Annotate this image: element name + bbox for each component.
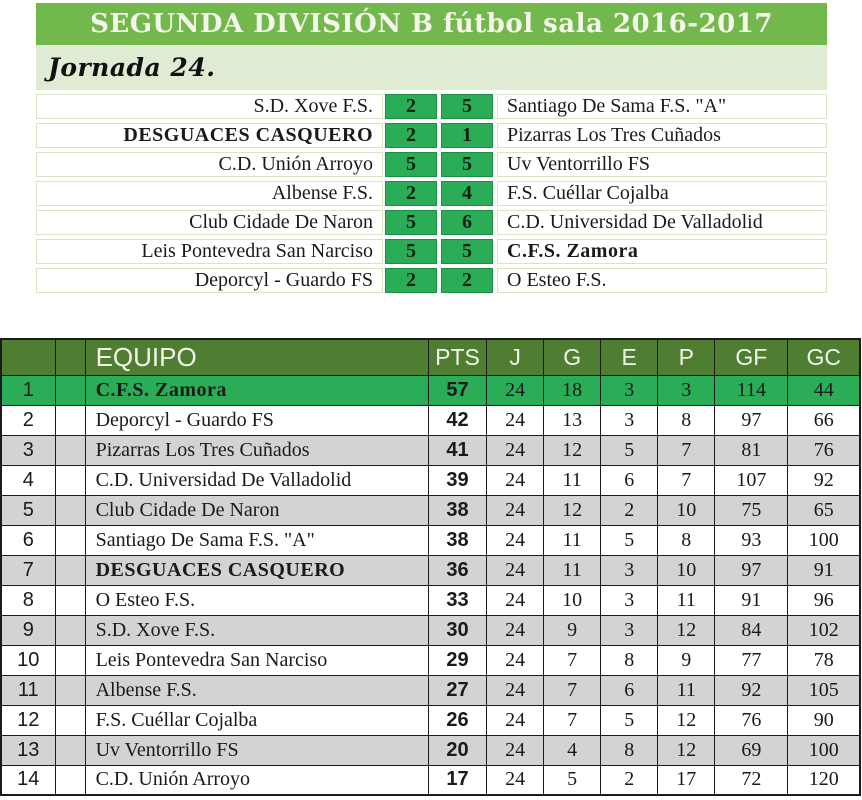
away-score-cell: 4 [441,181,493,206]
standings-panel [0,338,862,796]
wins-cell: 11 [544,525,601,555]
goals-for-cell: 97 [715,555,788,585]
standings-row [1,405,860,435]
col-header-g: G [544,339,601,375]
wins-cell: 4 [544,735,601,765]
goals-for-cell: 92 [715,675,788,705]
away-score-cell: 5 [441,152,493,177]
spacer-cell [55,375,85,405]
home-team-name: DESGUACES CASQUERO [36,123,383,148]
wins-cell: 7 [544,645,601,675]
league-title: SEGUNDA DIVISIÓN B fútbol sala 2016-2017 [90,9,773,39]
standings-header-row [1,339,860,375]
draws-cell: 3 [601,375,658,405]
team-name-cell: C.D. Universidad De Valladolid [85,465,428,495]
position-cell: 10 [1,645,55,675]
standings-row [1,435,860,465]
standings-row [1,495,860,525]
goals-against-cell: 105 [788,675,860,705]
col-header-pts: PTS [428,339,486,375]
wins-cell: 7 [544,675,601,705]
position-cell: 14 [1,765,55,795]
standings-table [0,338,861,796]
results-panel [36,3,827,297]
home-team-name: C.D. Unión Arroyo [36,152,383,177]
away-team-name: Pizarras Los Tres Cuñados [497,123,827,148]
standings-row [1,675,860,705]
col-header-equipo: EQUIPO [85,339,428,375]
standings-row [1,765,860,795]
col-header-gc: GC [788,339,860,375]
col-header-spacer [55,339,85,375]
col-header-gf: GF [715,339,788,375]
away-team-name: C.D. Universidad De Valladolid [497,210,827,235]
goals-against-cell: 76 [788,435,860,465]
standings-row [1,555,860,585]
col-header-position [1,339,55,375]
points-cell: 36 [428,555,486,585]
home-score-cell: 2 [385,181,437,206]
played-cell: 24 [487,615,544,645]
goals-for-cell: 97 [715,405,788,435]
match-row [36,268,827,293]
goals-for-cell: 114 [715,375,788,405]
away-team-name: O Esteo F.S. [497,268,827,293]
points-cell: 26 [428,705,486,735]
away-score-cell: 2 [441,268,493,293]
standings-row [1,645,860,675]
team-name-cell: Albense F.S. [85,675,428,705]
draws-cell: 3 [601,585,658,615]
standings-row [1,705,860,735]
team-name-cell: O Esteo F.S. [85,585,428,615]
team-name-cell: DESGUACES CASQUERO [85,555,428,585]
points-cell: 57 [428,375,486,405]
points-cell: 41 [428,435,486,465]
goals-against-cell: 66 [788,405,860,435]
away-team-name: F.S. Cuéllar Cojalba [497,181,827,206]
goals-against-cell: 90 [788,705,860,735]
played-cell: 24 [487,375,544,405]
losses-cell: 12 [658,615,715,645]
wins-cell: 7 [544,705,601,735]
match-row [36,94,827,119]
losses-cell: 10 [658,555,715,585]
losses-cell: 3 [658,375,715,405]
goals-for-cell: 84 [715,615,788,645]
home-score-cell: 2 [385,94,437,119]
played-cell: 24 [487,435,544,465]
points-cell: 33 [428,585,486,615]
jornada-label: Jornada 24. [48,53,216,82]
draws-cell: 6 [601,675,658,705]
spacer-cell [55,615,85,645]
played-cell: 24 [487,645,544,675]
home-team-name: Albense F.S. [36,181,383,206]
match-row [36,239,827,264]
losses-cell: 9 [658,645,715,675]
losses-cell: 7 [658,435,715,465]
team-name-cell: C.F.S. Zamora [85,375,428,405]
points-cell: 20 [428,735,486,765]
spacer-cell [55,675,85,705]
position-cell: 4 [1,465,55,495]
draws-cell: 3 [601,405,658,435]
goals-for-cell: 72 [715,765,788,795]
draws-cell: 2 [601,495,658,525]
spacer-cell [55,495,85,525]
played-cell: 24 [487,765,544,795]
losses-cell: 10 [658,495,715,525]
team-name-cell: Leis Pontevedra San Narciso [85,645,428,675]
points-cell: 38 [428,525,486,555]
wins-cell: 11 [544,555,601,585]
goals-for-cell: 76 [715,705,788,735]
played-cell: 24 [487,705,544,735]
away-team-name: Santiago De Sama F.S. "A" [497,94,827,119]
played-cell: 24 [487,555,544,585]
goals-against-cell: 120 [788,765,860,795]
goals-against-cell: 92 [788,465,860,495]
spacer-cell [55,705,85,735]
away-score-cell: 5 [441,239,493,264]
wins-cell: 13 [544,405,601,435]
position-cell: 9 [1,615,55,645]
played-cell: 24 [487,735,544,765]
draws-cell: 5 [601,435,658,465]
team-name-cell: Club Cidade De Naron [85,495,428,525]
standings-row [1,585,860,615]
points-cell: 39 [428,465,486,495]
points-cell: 29 [428,645,486,675]
home-score-cell: 5 [385,239,437,264]
home-score-cell: 2 [385,268,437,293]
played-cell: 24 [487,405,544,435]
position-cell: 5 [1,495,55,525]
goals-against-cell: 96 [788,585,860,615]
home-score-cell: 5 [385,152,437,177]
position-cell: 11 [1,675,55,705]
draws-cell: 2 [601,765,658,795]
position-cell: 1 [1,375,55,405]
away-team-name: C.F.S. Zamora [497,239,827,264]
standings-row [1,735,860,765]
match-row [36,181,827,206]
spacer-cell [55,465,85,495]
losses-cell: 8 [658,525,715,555]
away-score-cell: 5 [441,94,493,119]
points-cell: 27 [428,675,486,705]
losses-cell: 7 [658,465,715,495]
goals-for-cell: 77 [715,645,788,675]
col-header-e: E [601,339,658,375]
losses-cell: 11 [658,675,715,705]
goals-against-cell: 65 [788,495,860,525]
draws-cell: 5 [601,525,658,555]
points-cell: 30 [428,615,486,645]
goals-for-cell: 69 [715,735,788,765]
losses-cell: 11 [658,585,715,615]
jornada-bar [36,45,827,90]
spacer-cell [55,645,85,675]
away-score-cell: 1 [441,123,493,148]
goals-for-cell: 107 [715,465,788,495]
team-name-cell: Pizarras Los Tres Cuñados [85,435,428,465]
team-name-cell: C.D. Unión Arroyo [85,765,428,795]
standings-row [1,615,860,645]
draws-cell: 6 [601,465,658,495]
spacer-cell [55,405,85,435]
points-cell: 38 [428,495,486,525]
match-row [36,210,827,235]
played-cell: 24 [487,525,544,555]
col-header-j: J [487,339,544,375]
wins-cell: 12 [544,495,601,525]
team-name-cell: Uv Ventorrillo FS [85,735,428,765]
match-row [36,152,827,177]
goals-for-cell: 81 [715,435,788,465]
team-name-cell: Santiago De Sama F.S. "A" [85,525,428,555]
draws-cell: 5 [601,705,658,735]
position-cell: 6 [1,525,55,555]
losses-cell: 12 [658,705,715,735]
wins-cell: 11 [544,465,601,495]
position-cell: 3 [1,435,55,465]
spacer-cell [55,525,85,555]
wins-cell: 9 [544,615,601,645]
losses-cell: 12 [658,735,715,765]
goals-against-cell: 44 [788,375,860,405]
draws-cell: 3 [601,615,658,645]
goals-against-cell: 100 [788,735,860,765]
position-cell: 13 [1,735,55,765]
draws-cell: 8 [601,645,658,675]
home-score-cell: 2 [385,123,437,148]
played-cell: 24 [487,465,544,495]
standings-row [1,525,860,555]
wins-cell: 18 [544,375,601,405]
goals-against-cell: 100 [788,525,860,555]
goals-for-cell: 91 [715,585,788,615]
league-title-bar [36,3,827,45]
goals-against-cell: 91 [788,555,860,585]
away-team-name: Uv Ventorrillo FS [497,152,827,177]
position-cell: 2 [1,405,55,435]
team-name-cell: Deporcyl - Guardo FS [85,405,428,435]
spacer-cell [55,735,85,765]
points-cell: 42 [428,405,486,435]
spacer-cell [55,435,85,465]
home-team-name: Deporcyl - Guardo FS [36,268,383,293]
position-cell: 8 [1,585,55,615]
played-cell: 24 [487,675,544,705]
home-team-name: Club Cidade De Naron [36,210,383,235]
home-team-name: S.D. Xove F.S. [36,94,383,119]
home-team-name: Leis Pontevedra San Narciso [36,239,383,264]
draws-cell: 8 [601,735,658,765]
wins-cell: 10 [544,585,601,615]
goals-for-cell: 93 [715,525,788,555]
match-row [36,123,827,148]
goals-for-cell: 75 [715,495,788,525]
points-cell: 17 [428,765,486,795]
wins-cell: 12 [544,435,601,465]
match-results-list [36,94,827,293]
spacer-cell [55,555,85,585]
spacer-cell [55,585,85,615]
standings-row [1,375,860,405]
losses-cell: 8 [658,405,715,435]
team-name-cell: F.S. Cuéllar Cojalba [85,705,428,735]
position-cell: 7 [1,555,55,585]
col-header-p: P [658,339,715,375]
goals-against-cell: 78 [788,645,860,675]
wins-cell: 5 [544,765,601,795]
position-cell: 12 [1,705,55,735]
team-name-cell: S.D. Xove F.S. [85,615,428,645]
home-score-cell: 5 [385,210,437,235]
played-cell: 24 [487,495,544,525]
goals-against-cell: 102 [788,615,860,645]
spacer-cell [55,765,85,795]
draws-cell: 3 [601,555,658,585]
played-cell: 24 [487,585,544,615]
away-score-cell: 6 [441,210,493,235]
losses-cell: 17 [658,765,715,795]
standings-row [1,465,860,495]
